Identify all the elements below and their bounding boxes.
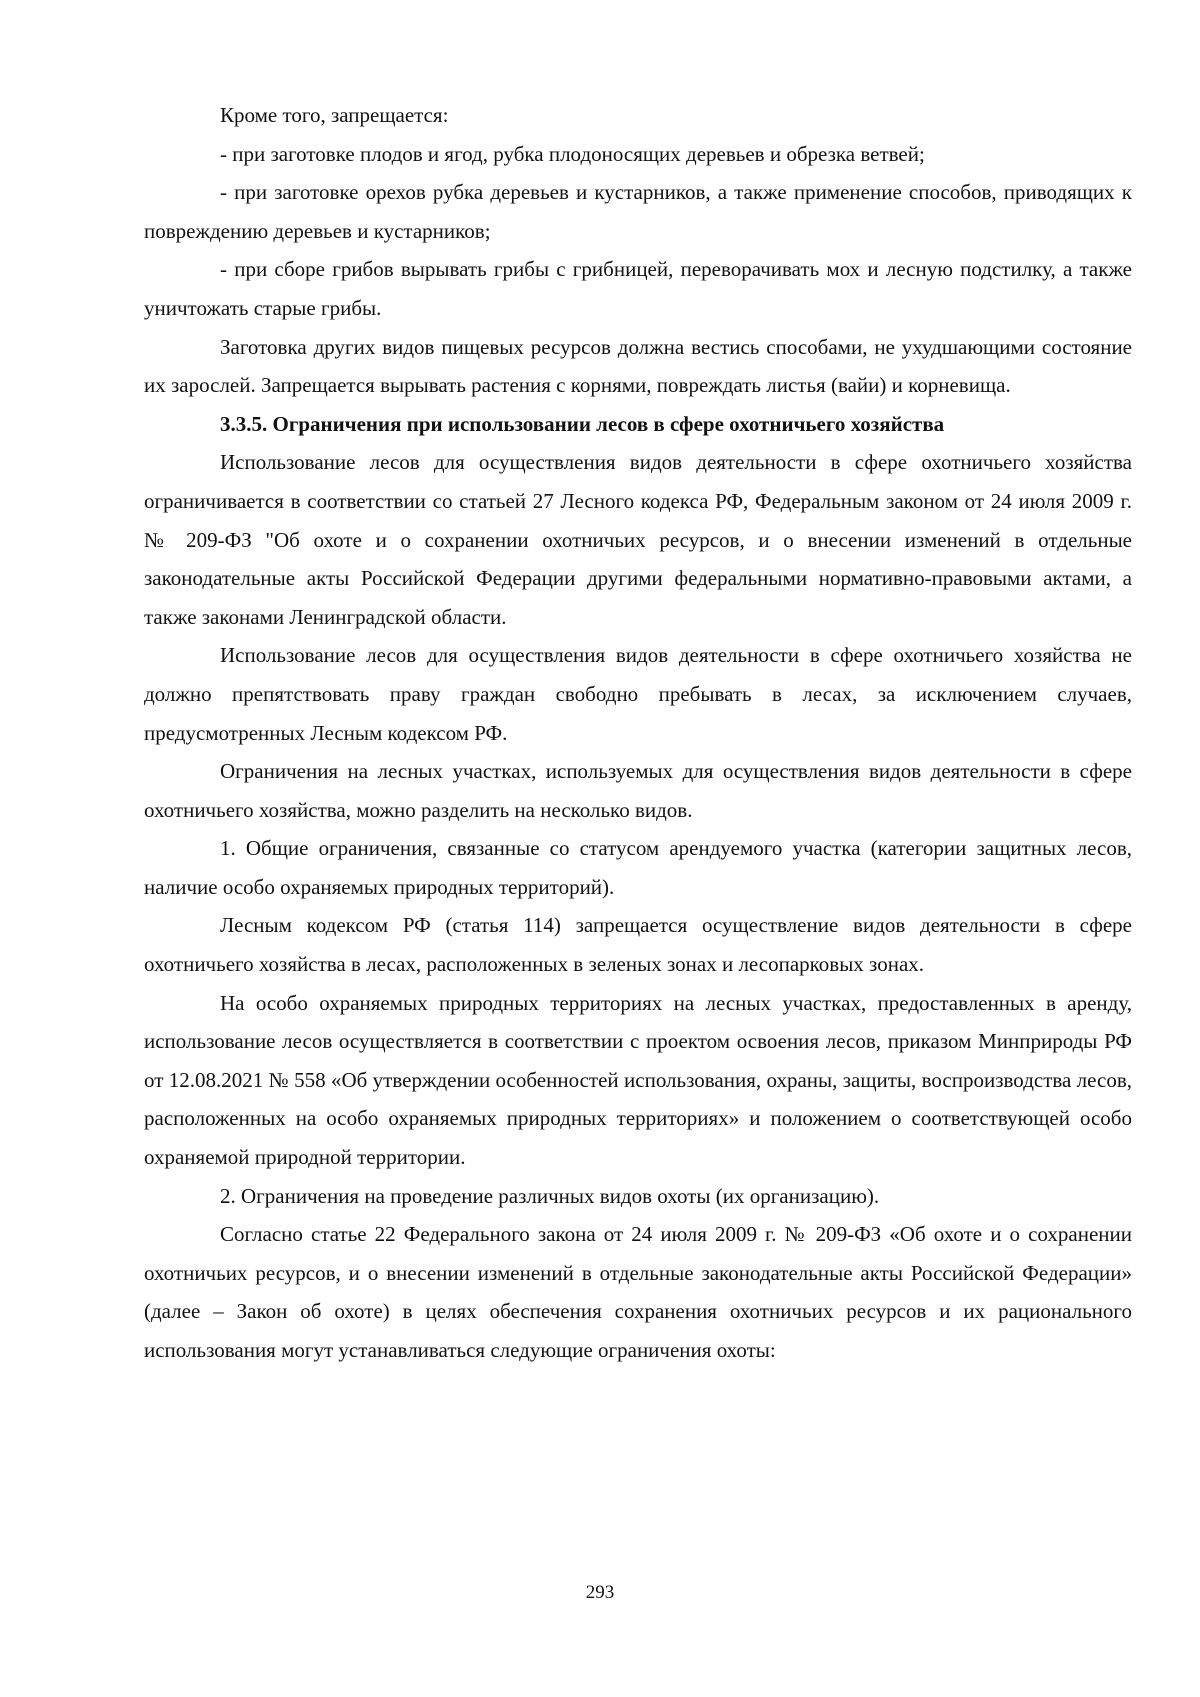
list-item: - при заготовке орехов рубка деревьев и кустарников, а также применение способов, приводящих к повреждению деревьев и кустарников;: [144, 180, 1132, 243]
paragraph: Использование лесов для осуществления видов деятельности в сфере охотничьего хозяйства ограничивается в соответствии со статьей 27 Лесного кодекса РФ, Федеральным законом от 24 июля 2009 г. № 209-ФЗ "Об охоте и о сохранении охотничьих ресурсов, и о внесении изменений в отдельные законодательные акты Российской Федерации другими федеральными нормативно-правовыми актами, а также законами Ленинградской области.: [144, 450, 1132, 629]
paragraph: Лесным кодексом РФ (статья 114) запрещается осуществление видов деятельности в сфере охотничьего хозяйства в лесах, расположенных в зеленых зонах и лесопарковых зонах.: [144, 913, 1132, 977]
paragraph: Заготовка других видов пищевых ресурсов должна вестись способами, не ухудшающими состояние их зарослей. Запрещается вырывать растения с корнями, повреждать листья (вайи) и корневища.: [144, 334, 1132, 398]
paragraph: 2. Ограничения на проведение различных видов охоты (их организацию).: [220, 1183, 880, 1208]
section-heading: 3.3.5. Ограничения при использовании лесов в сфере охотничьего хозяйства: [220, 411, 945, 436]
paragraph: 1. Общие ограничения, связанные со статусом арендуемого участка (категории защитных лесов, наличие особо охраняемых природных территорий).: [144, 836, 1132, 899]
paragraph: Ограничения на лесных участках, используемых для осуществления видов деятельности в сфере охотничьего хозяйства, можно разделить на несколько видов.: [144, 759, 1132, 822]
paragraph: На особо охраняемых природных территориях на лесных участках, предоставленных в аренду, использование лесов осуществляется в соответствии с проектом освоения лесов, приказом Минприроды РФ от 12.08.2021 № 558 «Об утверждении особенностей использования, охраны, защиты, воспроизводства лесов, расположенных на особо охраняемых природных территориях» и положением о соответствующей особо охраняемой природной территории.: [144, 990, 1132, 1170]
page-body: [144, 96, 1132, 1370]
list-item: - при заготовке плодов и ягод, рубка плодоносящих деревьев и обрезка ветвей;: [220, 141, 925, 166]
paragraph: Кроме того, запрещается:: [220, 103, 449, 127]
paragraph: Согласно статье 22 Федерального закона от 24 июля 2009 г. № 209-ФЗ «Об охоте и о сохранении охотничьих ресурсов, и о внесении изменений в отдельные законодательные акты Российской Федерации» (далее – Закон об охоте) в целях обеспечения сохранения охотничьих ресурсов и их рационального использования могут устанавливаться следующие ограничения охоты:: [144, 1222, 1132, 1362]
page-number: 293: [585, 1582, 615, 1603]
paragraph: Использование лесов для осуществления видов деятельности в сфере охотничьего хозяйства не должно препятствовать праву граждан свободно пребывать в лесах, за исключением случаев, предусмотренных Лесным кодексом РФ.: [144, 643, 1132, 745]
list-item: - при сборе грибов вырывать грибы с грибницей, переворачивать мох и лесную подстилку, а также уничтожать старые грибы.: [144, 257, 1132, 320]
